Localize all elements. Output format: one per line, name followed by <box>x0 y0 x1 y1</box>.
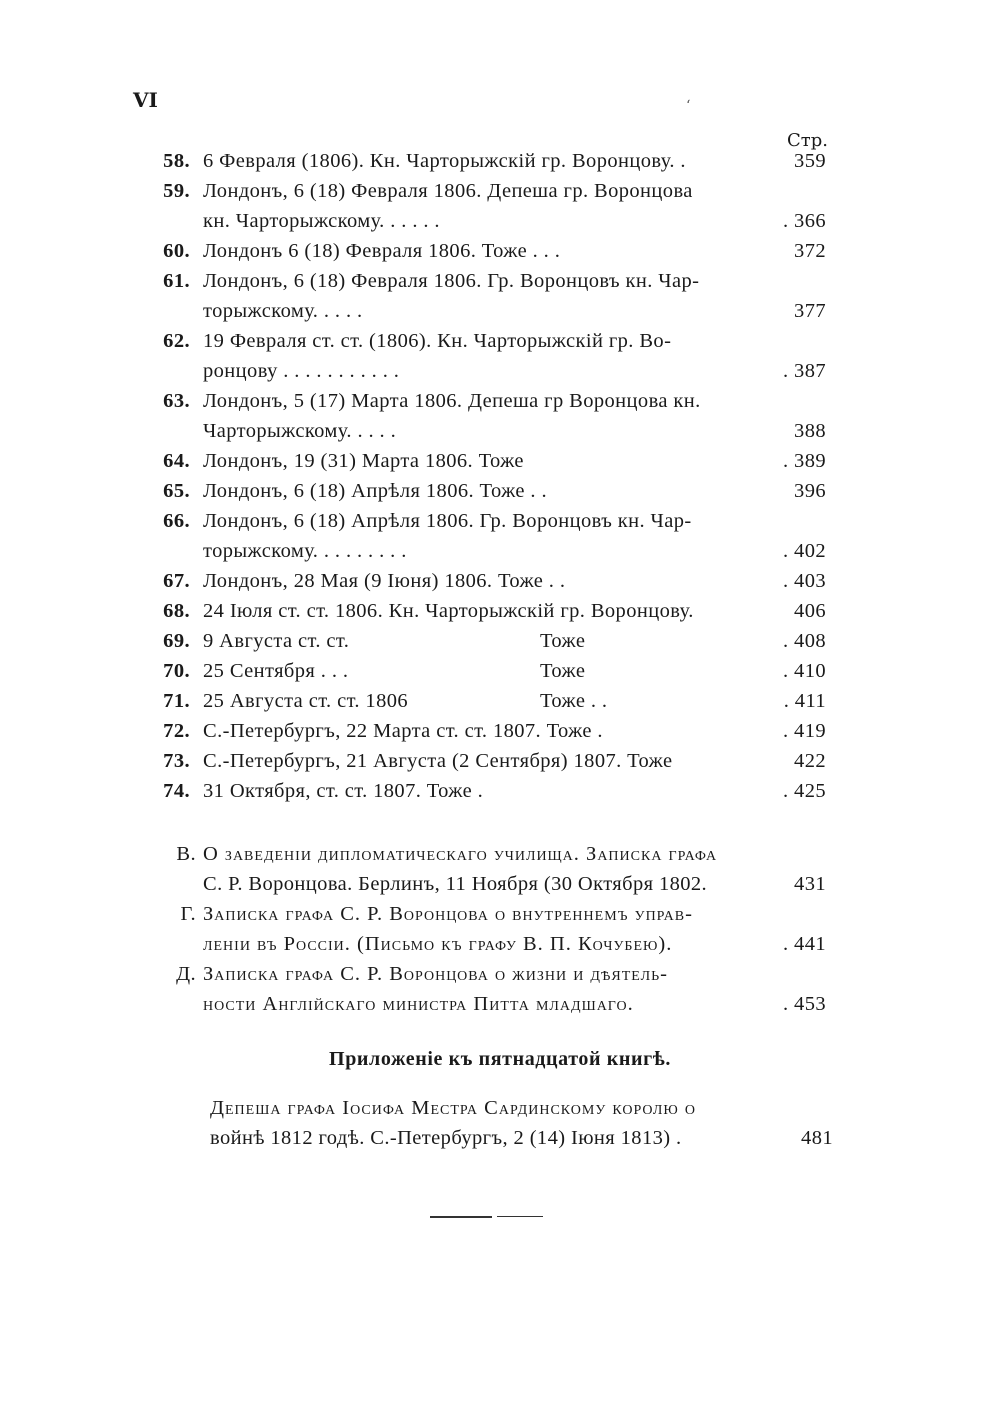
end-rule-short <box>497 1216 543 1217</box>
stray-mark: ‘ <box>686 98 691 114</box>
appendix-letter: Д. <box>176 963 196 985</box>
entry-text: ронцову . . . . . . . . . . . <box>203 360 400 382</box>
entry-number: 60. <box>163 240 190 262</box>
entry-page: . 408 <box>783 630 826 652</box>
toc-entry-line <box>0 390 1000 420</box>
entry-number: 67. <box>163 570 190 592</box>
toc-entry-line <box>0 240 1000 270</box>
entry-number: 59. <box>163 180 190 202</box>
entry-text: 25 Сентября . . . <box>203 660 349 682</box>
end-rule <box>430 1216 492 1218</box>
appendix-page: . 441 <box>783 933 826 955</box>
entry-text: Лондонъ, 28 Мая (9 Іюня) 1806. Тоже . . <box>203 570 566 592</box>
entry-text: Чарторыжскому. . . . . <box>203 420 397 442</box>
entry-text: 19 Февраля ст. ст. (1806). Кн. Чарторыжскій гр. Во- <box>203 330 672 352</box>
entry-text: Лондонъ, 6 (18) Апрѣля 1806. Тоже . . <box>203 480 547 502</box>
entry-text: Лондонъ, 5 (17) Марта 1806. Депеша гр Воронцова кн. <box>203 390 701 412</box>
entry-number: 64. <box>163 450 190 472</box>
toc-entry-line <box>0 150 1000 180</box>
entry-page: . 389 <box>783 450 826 472</box>
entry-text: кн. Чарторыжскому. . . . . . <box>203 210 440 232</box>
entry-number: 69. <box>163 630 190 652</box>
supplement-line <box>0 1097 1000 1127</box>
entry-number: 71. <box>163 690 190 712</box>
appendix-line <box>0 843 1000 873</box>
entry-text: Лондонъ, 6 (18) Апрѣля 1806. Гр. Воронцовъ кн. Чар- <box>203 510 692 532</box>
appendix-text: О заведеніи дипломатическаго училища. Записка графа <box>203 843 718 865</box>
entry-page: . 387 <box>783 360 826 382</box>
toc-entry-line <box>0 360 1000 390</box>
entry-text: 6 Февраля (1806). Кн. Чарторыжскій гр. Воронцову. . <box>203 150 686 172</box>
entry-number: 65. <box>163 480 190 502</box>
entry-number: 58. <box>163 150 190 172</box>
entry-number: 62. <box>163 330 190 352</box>
toc-entry-line <box>0 180 1000 210</box>
entry-number: 74. <box>163 780 190 802</box>
toc-entry-line <box>0 330 1000 360</box>
appendix-letter: Г. <box>180 903 196 925</box>
entry-number: 61. <box>163 270 190 292</box>
toc-entry-line <box>0 600 1000 630</box>
toc-entry-line <box>0 630 1000 660</box>
appendix-line <box>0 993 1000 1023</box>
supplement-line <box>0 1127 1000 1157</box>
entry-text: торыжскому. . . . . <box>203 300 363 322</box>
entry-text: С.-Петербургъ, 22 Марта ст. ст. 1807. Тоже . <box>203 720 603 742</box>
entry-page: . 402 <box>783 540 826 562</box>
pages-column-header: Стр. <box>787 130 828 151</box>
entry-page: . 411 <box>783 690 826 712</box>
toc-entry-line <box>0 750 1000 780</box>
entry-page: 422 <box>794 750 826 772</box>
entry-number: 63. <box>163 390 190 412</box>
entry-text: торыжскому. . . . . . . . . <box>203 540 407 562</box>
toc-entry-line <box>0 480 1000 510</box>
entry-text: 31 Октября, ст. ст. 1807. Тоже . <box>203 780 484 802</box>
entry-number: 73. <box>163 750 190 772</box>
toc-entry-line <box>0 450 1000 480</box>
appendix-text: Записка графа С. Р. Воронцова о жизни и дѣятель- <box>203 963 668 985</box>
page-number: VI <box>133 88 158 112</box>
toc-entry-line <box>0 420 1000 450</box>
toc-entry-line <box>0 300 1000 330</box>
supplement-heading: Приложеніе къ пятнадцатой книгѣ. <box>329 1048 671 1070</box>
entry-text: Лондонъ, 19 (31) Марта 1806. Тоже <box>203 450 524 472</box>
appendix-page: 431 <box>794 873 826 895</box>
entry-page: 396 <box>794 480 826 502</box>
supplement-page: 481 <box>801 1127 833 1149</box>
appendix-line <box>0 873 1000 903</box>
toc-entry-line <box>0 270 1000 300</box>
toc-entry-line <box>0 210 1000 240</box>
entry-page: 359 <box>794 150 826 172</box>
entry-text: Лондонъ, 6 (18) Февраля 1806. Депеша гр. Воронцова <box>203 180 693 202</box>
entry-text: 25 Августа ст. ст. 1806 <box>203 690 409 712</box>
entry-page: 377 <box>794 300 826 322</box>
appendix-line <box>0 903 1000 933</box>
toc-entry-line <box>0 720 1000 750</box>
entry-page: . 419 <box>783 720 826 742</box>
supplement-text: Депеша графа Іосифа Местра Сардинскому королю о <box>210 1097 696 1119</box>
appendix-text: леніи въ Россіи. (Письмо къ графу В. П. Кочубею). <box>203 933 673 955</box>
entry-number: 66. <box>163 510 190 532</box>
appendix-text: ности Англійскаго министра Питта младшаго. <box>203 993 634 1015</box>
entry-page: . 403 <box>783 570 826 592</box>
entry-page: 372 <box>794 240 826 262</box>
entry-text: Лондонъ, 6 (18) Февраля 1806. Гр. Воронцовъ кн. Чар- <box>203 270 700 292</box>
appendix-line <box>0 933 1000 963</box>
entry-number: 68. <box>163 600 190 622</box>
entry-page: . 425 <box>783 780 826 802</box>
entry-tozhe: Тоже <box>540 660 586 682</box>
entry-number: 70. <box>163 660 190 682</box>
entry-text: Лондонъ 6 (18) Февраля 1806. Тоже . . . <box>203 240 561 262</box>
toc-entry-line <box>0 570 1000 600</box>
entry-page: 388 <box>794 420 826 442</box>
entry-number: 72. <box>163 720 190 742</box>
entry-page: . 366 <box>783 210 826 232</box>
entry-page: . 410 <box>783 660 826 682</box>
appendix-text: Записка графа С. Р. Воронцова о внутреннемъ управ- <box>203 903 693 925</box>
toc-entry-line <box>0 510 1000 540</box>
entry-page: 406 <box>794 600 826 622</box>
supplement-text: войнѣ 1812 годѣ. С.-Петербургъ, 2 (14) Іюня 1813) . <box>210 1127 682 1149</box>
appendix-page: . 453 <box>783 993 826 1015</box>
toc-entry-line <box>0 780 1000 810</box>
appendix-letter: В. <box>176 843 196 865</box>
toc-entry-line <box>0 660 1000 690</box>
appendix-line <box>0 963 1000 993</box>
entry-tozhe: Тоже <box>540 630 586 652</box>
appendix-text: С. Р. Воронцова. Берлинъ, 11 Ноября (30 Октября 1802. <box>203 873 708 895</box>
entry-text: 24 Іюля ст. ст. 1806. Кн. Чарторыжскій гр. Воронцову. <box>203 600 694 622</box>
entry-text: 9 Августа ст. ст. <box>203 630 350 652</box>
entry-tozhe: Тоже . . <box>540 690 608 712</box>
entry-text: С.-Петербургъ, 21 Августа (2 Сентября) 1807. Тоже <box>203 750 673 772</box>
toc-entry-line <box>0 690 1000 720</box>
toc-entry-line <box>0 540 1000 570</box>
